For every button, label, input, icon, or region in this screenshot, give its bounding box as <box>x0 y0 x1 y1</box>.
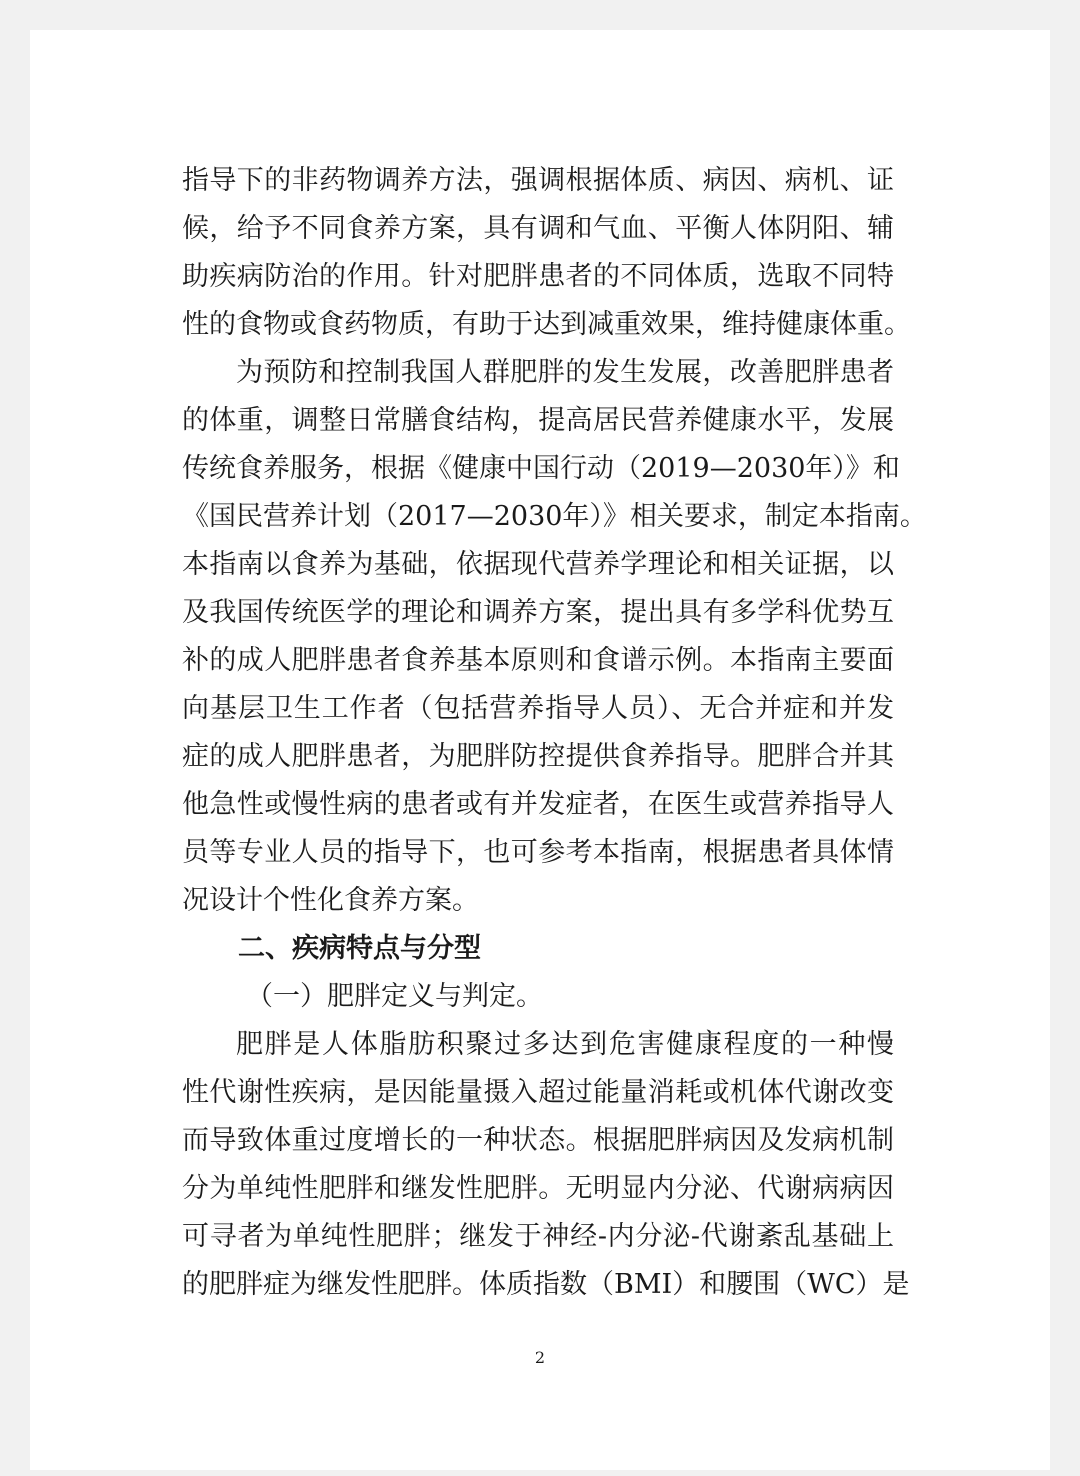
subsection-heading: （一）肥胖定义与判定。 <box>246 981 543 1012</box>
text-line: 向基层卫生工作者（包括营养指导人员）、无合并症和并发 <box>182 693 894 724</box>
text-line: 可寻者为单纯性肥胖；继发于神经-内分泌-代谢紊乱基础上 <box>182 1221 894 1252</box>
text-line: 分为单纯性肥胖和继发性肥胖。无明显内分泌、代谢病病因 <box>182 1173 894 1204</box>
text-line: 指导下的非药物调养方法，强调根据体质、病因、病机、证 <box>182 165 894 196</box>
text-line: 助疾病防治的作用。针对肥胖患者的不同体质，选取不同特 <box>182 261 894 292</box>
text-line: 候，给予不同食养方案，具有调和气血、平衡人体阴阳、辅 <box>182 213 894 244</box>
text-line: 的体重，调整日常膳食结构，提高居民营养健康水平，发展 <box>182 405 894 436</box>
text-line: 的肥胖症为继发性肥胖。体质指数（BMI）和腰围（WC）是 <box>182 1269 910 1300</box>
text-line: 症的成人肥胖患者，为肥胖防控提供食养指导。肥胖合并其 <box>182 741 894 772</box>
page-number: 2 <box>534 1348 546 1367</box>
text-line: 他急性或慢性病的患者或有并发症者，在医生或营养指导人 <box>182 789 894 820</box>
text-line: 补的成人肥胖患者食养基本原则和食谱示例。本指南主要面 <box>182 645 894 676</box>
section-heading: 二、疾病特点与分型 <box>238 933 481 964</box>
text-line: 性代谢性疾病，是因能量摄入超过能量消耗或机体代谢改变 <box>182 1077 894 1108</box>
text-line: 况设计个性化食养方案。 <box>182 885 479 916</box>
text-line: 本指南以食养为基础，依据现代营养学理论和相关证据，以 <box>182 549 894 580</box>
text-line: 为预防和控制我国人群肥胖的发生发展，改善肥胖患者 <box>236 357 894 388</box>
text-line: 传统食养服务，根据《健康中国行动（2019—2030年）》和 <box>182 453 900 484</box>
text-line: 《国民营养计划（2017—2030年）》相关要求，制定本指南。 <box>182 501 927 532</box>
text-line: 而导致体重过度增长的一种状态。根据肥胖病因及发病机制 <box>182 1125 894 1156</box>
text-line: 肥胖是人体脂肪积聚过多达到危害健康程度的一种慢 <box>236 1029 894 1060</box>
text-line: 员等专业人员的指导下，也可参考本指南，根据患者具体情 <box>182 837 894 868</box>
text-line: 及我国传统医学的理论和调养方案，提出具有多学科优势互 <box>182 597 894 628</box>
document-page <box>30 30 1050 1470</box>
text-line: 性的食物或食药物质，有助于达到减重效果，维持健康体重。 <box>182 309 911 340</box>
